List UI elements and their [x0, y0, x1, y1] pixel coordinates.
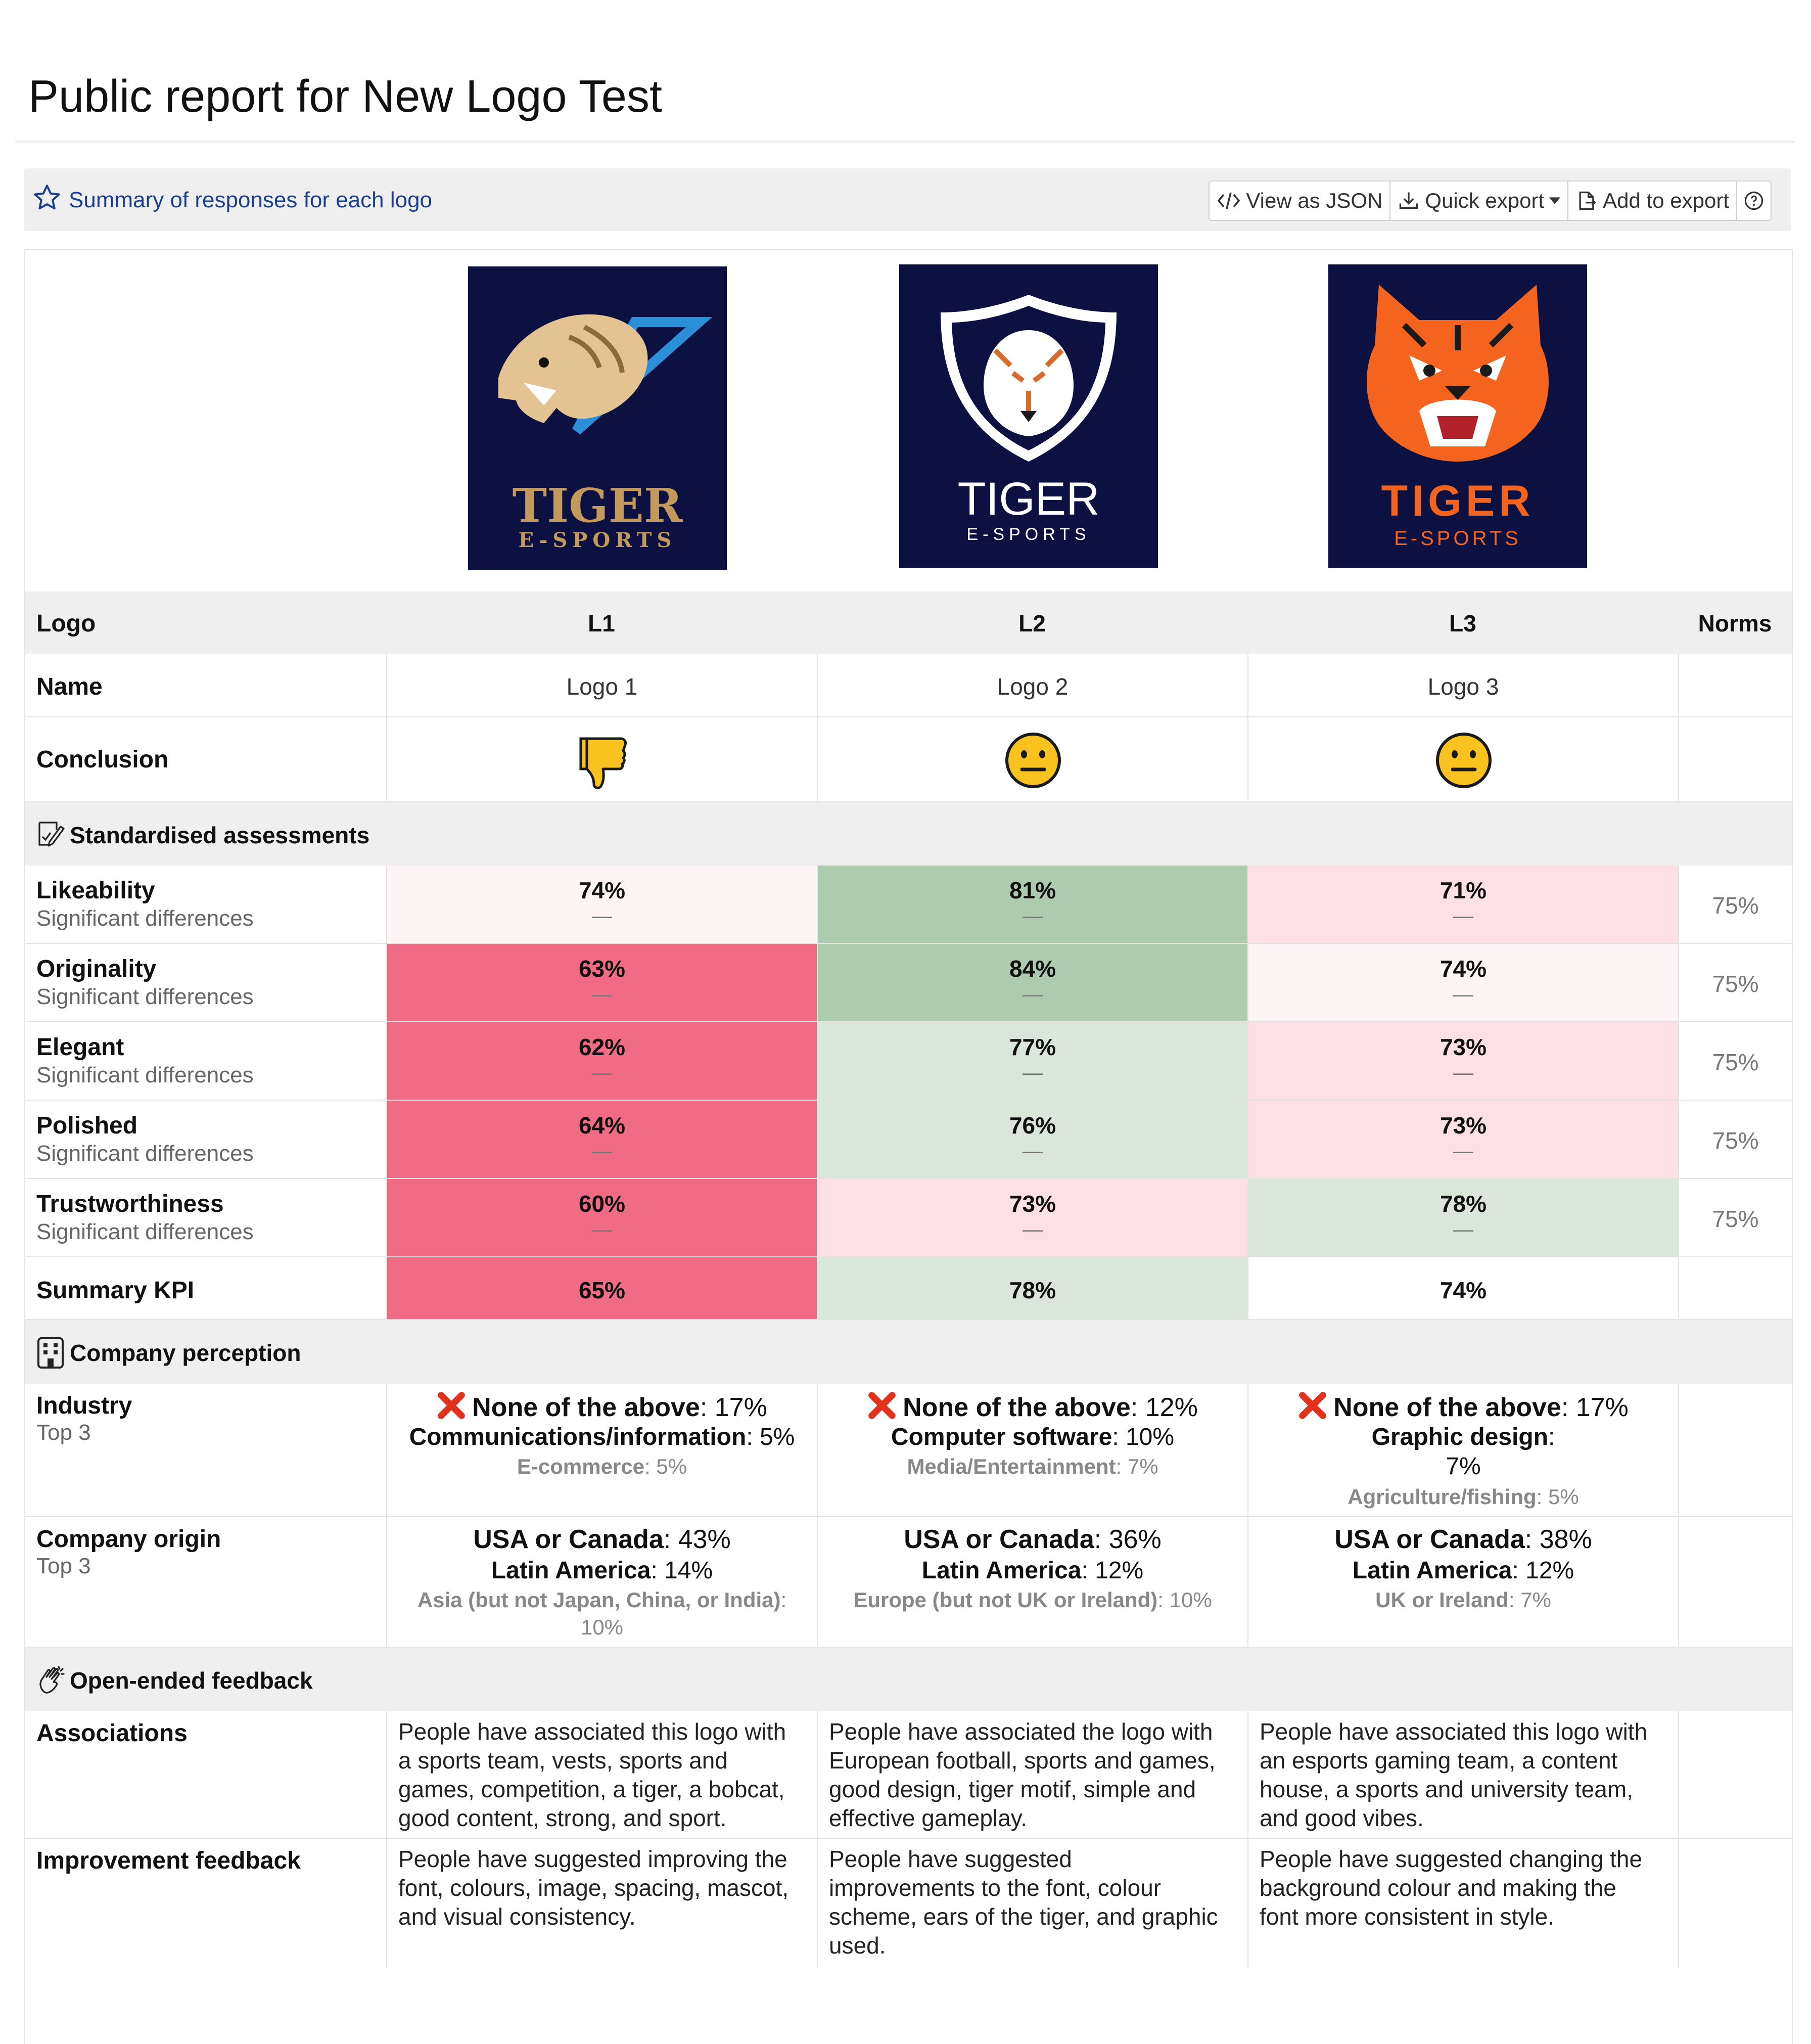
norm-value: 75%	[1712, 971, 1759, 997]
code-icon	[1217, 191, 1241, 211]
name-row	[25, 654, 1792, 717]
industry-answer-2: Communications/information: 5%	[409, 1424, 795, 1450]
cross-icon	[437, 1391, 466, 1420]
file-export-icon	[1575, 190, 1598, 212]
industry-answer-2: Computer software: 10%	[891, 1424, 1175, 1450]
logo-column-header: Logo	[36, 610, 96, 637]
diff-dash: —	[592, 1062, 612, 1084]
associations-label: Associations	[36, 1720, 188, 1747]
industry-answer-3: E-commerce: 5%	[517, 1455, 687, 1478]
assessment-label: Polished	[36, 1112, 138, 1139]
origin-row	[25, 1517, 1792, 1648]
score-l2: 81%	[1009, 877, 1056, 903]
origin-answer-3: Europe (but not UK or Ireland): 10%	[853, 1588, 1212, 1612]
name-l2: Logo 2	[997, 673, 1069, 700]
logo-image-l2	[899, 264, 1158, 568]
column-header-l2: L2	[1018, 610, 1046, 637]
help-button[interactable]	[1737, 181, 1771, 220]
export-toolbar	[1209, 180, 1772, 221]
diff-dash: —	[1023, 983, 1043, 1006]
origin-sub: Top 3	[36, 1554, 91, 1578]
industry-answer-3: Media/Entertainment: 7%	[907, 1455, 1158, 1478]
column-header-l1: L1	[588, 610, 615, 637]
improvement-label: Improvement feedback	[36, 1847, 301, 1874]
clapping-hands-icon	[36, 1665, 67, 1694]
conclusion-row-label: Conclusion	[36, 746, 169, 773]
origin-answer-3-percent: 10%	[580, 1615, 624, 1639]
cross-icon	[1298, 1391, 1327, 1420]
diff-dash: —	[1023, 1062, 1043, 1084]
diff-dash: —	[1453, 1218, 1473, 1241]
industry-label: Industry	[36, 1392, 132, 1419]
section-title-company: Company perception	[70, 1340, 301, 1366]
help-icon	[1743, 190, 1764, 211]
logo-l1-brand: TIGER	[512, 478, 683, 533]
associations-row	[25, 1711, 1792, 1839]
download-icon	[1398, 190, 1420, 212]
industry-answer-3: Agriculture/fishing: 5%	[1348, 1485, 1579, 1509]
assessment-label: Likeability	[36, 877, 155, 904]
industry-sub: Top 3	[36, 1420, 91, 1445]
norm-value: 75%	[1712, 892, 1759, 919]
logo-report-table	[24, 249, 1793, 2044]
summary-title[interactable]: Summary of responses for each logo	[69, 188, 433, 212]
score-l2: 77%	[1009, 1034, 1056, 1060]
name-row-label: Name	[36, 673, 103, 700]
caret-down-icon	[1549, 197, 1560, 204]
section-standardised	[25, 802, 1792, 866]
summary-kpi-label: Summary KPI	[36, 1277, 195, 1304]
logo-image-l3	[1328, 264, 1587, 568]
assessment-label: Originality	[36, 956, 157, 982]
kpi-l1: 65%	[578, 1277, 626, 1303]
view-json-label: View as JSON	[1246, 189, 1383, 212]
norm-value: 75%	[1712, 1206, 1759, 1232]
diff-dash: —	[1453, 983, 1473, 1006]
score-l3: 73%	[1439, 1034, 1487, 1060]
score-l1: 74%	[578, 877, 626, 903]
assessment-sub: Significant differences	[36, 1141, 254, 1166]
summary-kpi-row	[25, 1257, 1792, 1320]
associations-text-l2: People have associated the logo with European football, sports and games, good design, tiger motif, simple and effective gameplay.	[829, 1718, 1216, 1831]
section-title-feedback: Open-ended feedback	[70, 1667, 313, 1694]
diff-dash: —	[1453, 1140, 1473, 1162]
summary-header	[24, 168, 1791, 231]
score-l2: 73%	[1009, 1191, 1056, 1217]
score-l3: 71%	[1439, 877, 1487, 903]
title-divider	[15, 141, 1794, 143]
origin-answer-2: Latin America: 12%	[921, 1557, 1144, 1584]
diff-dash: —	[592, 1140, 612, 1162]
kpi-l3: 74%	[1439, 1277, 1487, 1303]
improvement-text-l1: People have suggested improving the font, colours, image, spacing, mascot, and visual consistency.	[398, 1846, 789, 1930]
origin-answer-1: USA or Canada: 38%	[1334, 1525, 1592, 1554]
kpi-l2: 78%	[1009, 1277, 1056, 1303]
industry-answer-1: None of the above: 12%	[818, 1391, 1247, 1423]
norms-column-header: Norms	[1698, 610, 1772, 637]
diff-dash: —	[1453, 905, 1473, 927]
assessment-sub: Significant differences	[36, 1063, 254, 1087]
quick-export-label: Quick export	[1425, 189, 1545, 212]
score-l3: 78%	[1439, 1191, 1487, 1217]
diff-dash: —	[1453, 1062, 1473, 1084]
column-header-l3: L3	[1449, 610, 1476, 637]
assessment-row-originality	[25, 944, 1792, 1022]
score-l1: 63%	[578, 956, 626, 982]
origin-answer-1: USA or Canada: 36%	[904, 1525, 1162, 1554]
neutral-face-icon	[1434, 731, 1493, 790]
industry-answer-1: None of the above: 17%	[387, 1391, 817, 1423]
origin-label: Company origin	[36, 1526, 221, 1553]
diff-dash: —	[1023, 1140, 1043, 1162]
assessment-row-polished	[25, 1101, 1792, 1179]
industry-answer-2: Graphic design:	[1371, 1424, 1555, 1450]
improvement-row	[25, 1839, 1792, 1968]
assessment-label: Trustworthiness	[36, 1191, 224, 1217]
assessment-row-likeability	[25, 866, 1792, 944]
origin-answer-2: Latin America: 14%	[491, 1557, 713, 1584]
norm-value: 75%	[1712, 1049, 1759, 1075]
industry-answer-1: None of the above: 17%	[1248, 1391, 1678, 1423]
assessment-sub: Significant differences	[36, 1219, 254, 1244]
industry-answer-2-percent: 7%	[1446, 1453, 1481, 1480]
associations-text-l3: People have associated this logo with an esports gaming team, a content house, a sports and university team, and good vibes.	[1260, 1718, 1648, 1831]
section-feedback	[25, 1648, 1792, 1711]
score-l1: 62%	[578, 1034, 626, 1060]
conclusion-row	[25, 717, 1792, 802]
origin-answer-3: Asia (but not Japan, China, or India):	[417, 1588, 787, 1612]
industry-row	[25, 1384, 1792, 1517]
diff-dash: —	[592, 983, 612, 1006]
assessment-row-trustworthiness	[25, 1179, 1792, 1257]
page-title: Public report for New Logo Test	[28, 71, 662, 122]
cross-icon	[867, 1391, 897, 1420]
logo-l2-brand: TIGER	[957, 473, 1100, 525]
quick-export-button[interactable]	[1390, 181, 1568, 220]
logo-l1-tagline: E-SPORTS	[518, 528, 677, 552]
column-header-row	[25, 592, 1792, 654]
score-l2: 76%	[1009, 1112, 1056, 1139]
assessment-icon	[36, 820, 66, 848]
building-icon	[36, 1336, 65, 1370]
score-l1: 60%	[578, 1191, 626, 1217]
score-l2: 84%	[1009, 956, 1056, 982]
thumbs-down-icon	[577, 735, 629, 790]
name-l1: Logo 1	[566, 673, 638, 700]
add-to-export-button[interactable]	[1568, 181, 1737, 220]
section-company	[25, 1320, 1792, 1384]
diff-dash: —	[592, 905, 612, 927]
improvement-text-l2: People have suggested improvements to the font, colour scheme, ears of the tiger, and graphic used.	[829, 1846, 1218, 1959]
view-json-button[interactable]	[1210, 181, 1390, 220]
name-l3: Logo 3	[1427, 673, 1499, 700]
norm-value: 75%	[1712, 1127, 1759, 1154]
neutral-face-icon	[1004, 731, 1062, 790]
section-title-standardised: Standardised assessments	[70, 822, 370, 848]
logo-image-l1	[468, 266, 727, 570]
star-icon[interactable]	[32, 183, 62, 213]
logo-l2-tagline: E-SPORTS	[966, 525, 1091, 544]
diff-dash: —	[1023, 905, 1043, 927]
assessment-label: Elegant	[36, 1034, 124, 1061]
origin-answer-3: UK or Ireland: 7%	[1375, 1588, 1551, 1612]
diff-dash: —	[1023, 1218, 1043, 1241]
origin-answer-2: Latin America: 12%	[1352, 1557, 1574, 1584]
score-l3: 73%	[1439, 1112, 1487, 1139]
diff-dash: —	[592, 1218, 612, 1241]
origin-answer-1: USA or Canada: 43%	[473, 1525, 731, 1554]
add-to-export-label: Add to export	[1603, 189, 1729, 212]
logo-l3-brand: TIGER	[1381, 477, 1535, 525]
associations-text-l1: People have associated this logo with a sports team, vests, sports and games, competition, a tiger, a bobcat, good content, strong, and sport.	[398, 1718, 786, 1831]
assessment-sub: Significant differences	[36, 984, 254, 1009]
score-l1: 64%	[578, 1112, 626, 1139]
assessment-row-elegant	[25, 1022, 1792, 1101]
score-l3: 74%	[1439, 956, 1487, 982]
improvement-text-l3: People have suggested changing the background colour and making the font more consistent in style.	[1260, 1846, 1643, 1930]
assessment-sub: Significant differences	[36, 906, 254, 931]
logo-l3-tagline: E-SPORTS	[1394, 527, 1521, 550]
